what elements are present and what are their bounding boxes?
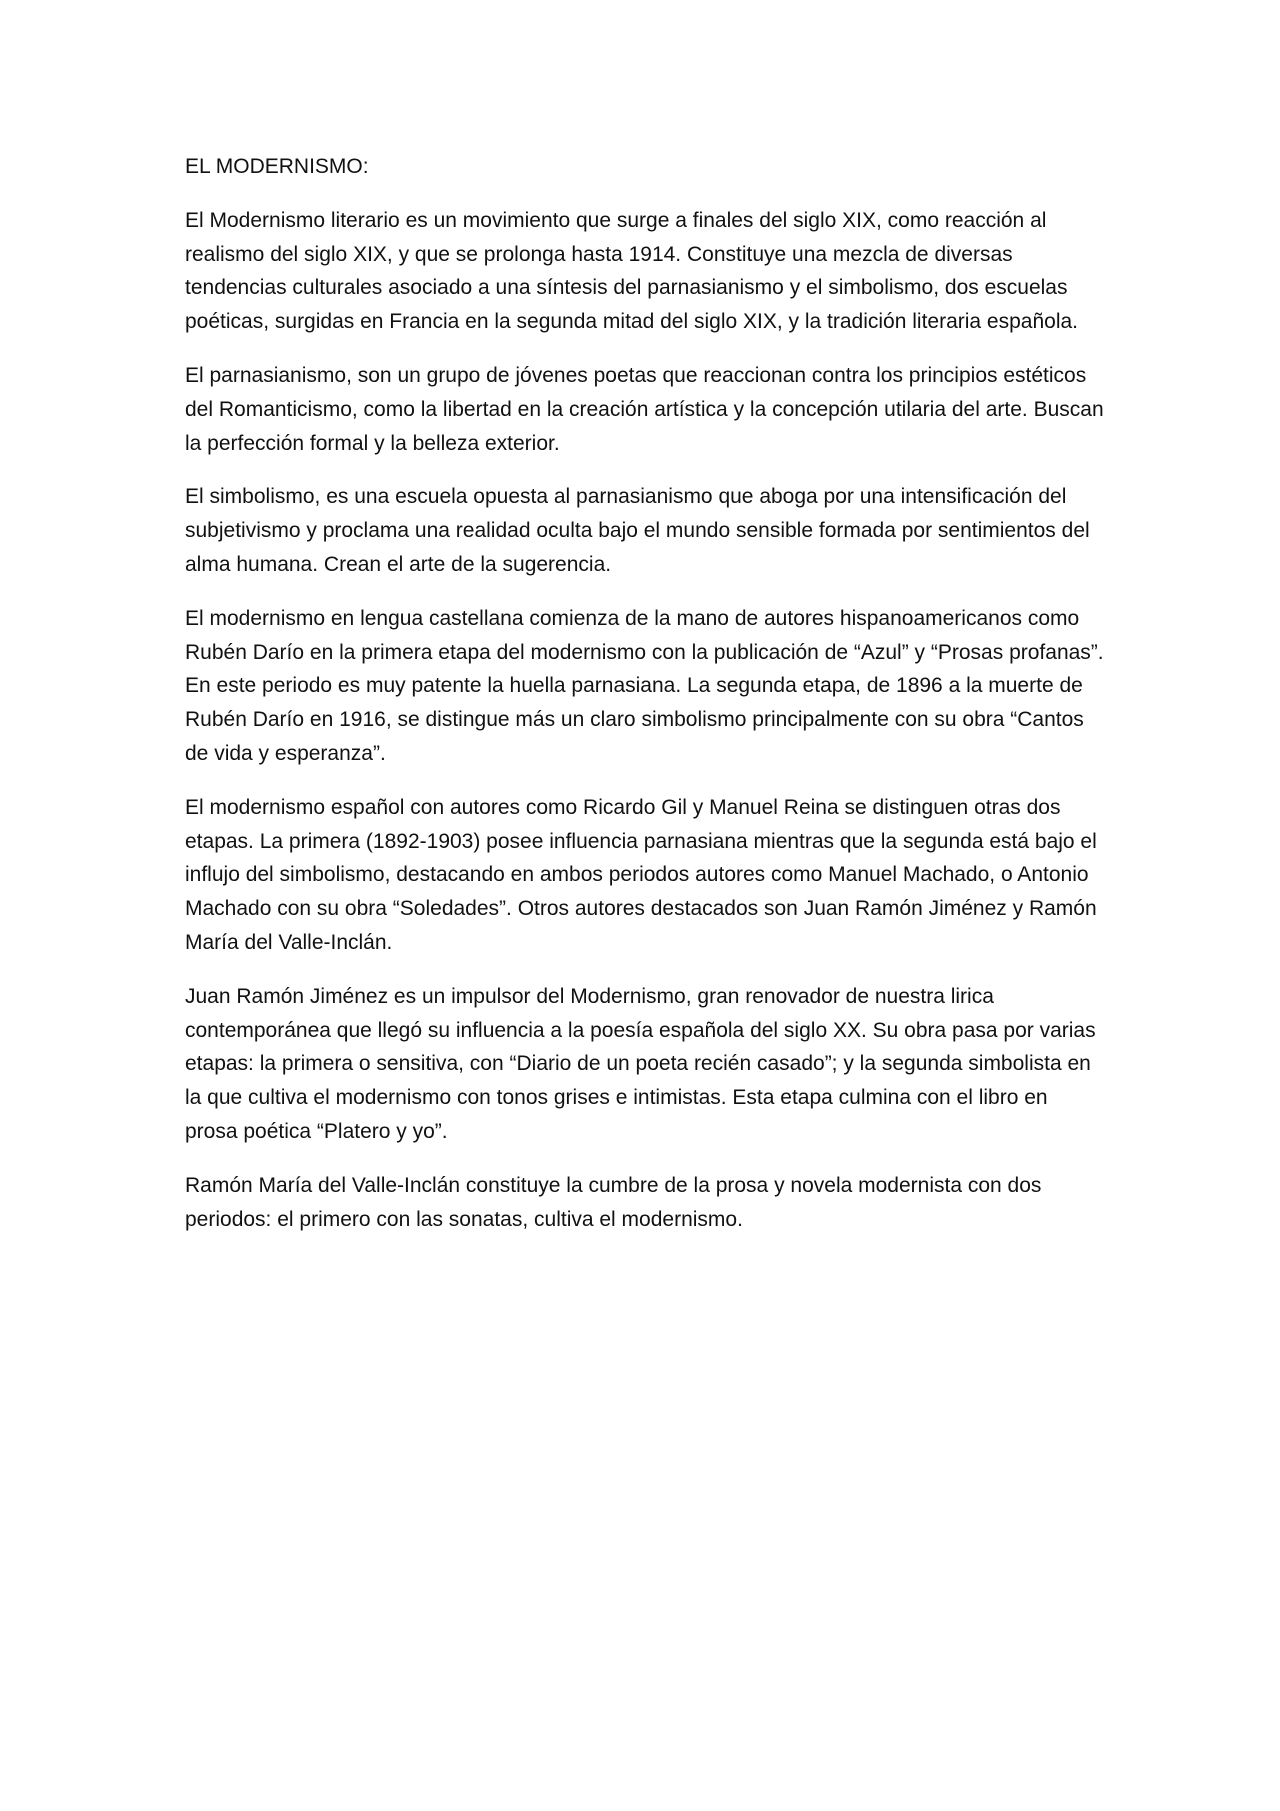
paragraph-ruben-dario: El modernismo en lengua castellana comienza de la mano de autores hispanoamericanos como Rubén Darío en la primera etapa del modernismo con la publicación de “Azul” y “Prosas profanas”. En este periodo es muy patente la huella parnasiana. La segunda etapa, de 1896 a la muerte de Rubén Darío en 1916, se distingue más un claro simbolismo principalmente con su obra “Cantos de vida y esperanza”. [185,606,1104,765]
paragraph-modernismo-espanol: El modernismo español con autores como Ricardo Gil y Manuel Reina se distinguen otras dos etapas. La primera (1892-1903) posee influencia parnasiana mientras que la segunda está bajo el influjo del simbolismo, destacando en ambos periodos autores como Manuel Machado, o Antonio Machado con su obra “Soledades”. Otros autores destacados son Juan Ramón Jiménez y Ramón María del Valle-Inclán. [185,795,1097,954]
paragraph-parnasianismo: El parnasianismo, son un grupo de jóvenes poetas que reaccionan contra los principios estéticos del Romanticismo, como la libertad en la creación artística y la concepción utilaria del arte. Buscan la perfección formal y la belleza exterior. [185,363,1104,455]
document-body [185,150,1105,1256]
paragraph-modernismo-intro: El Modernismo literario es un movimiento que surge a finales del siglo XIX, como reacción al realismo del siglo XIX, y que se prolonga hasta 1914. Constituye una mezcla de diversas tendencias culturales asociado a una síntesis del parnasianismo y el simbolismo, dos escuelas poéticas, surgidas en Francia en la segunda mitad del siglo XIX, y la tradición literaria española. [185,208,1079,334]
paragraph-simbolismo: El simbolismo, es una escuela opuesta al parnasianismo que aboga por una intensificación del subjetivismo y proclama una realidad oculta bajo el mundo sensible formada por sentimientos del alma humana. Crean el arte de la sugerencia. [185,485,1090,576]
paragraph-valle-inclan: Ramón María del Valle-Inclán constituye la cumbre de la prosa y novela modernista con dos periodos: el primero con las sonatas, cultiva el modernismo. [185,1173,1042,1231]
paragraph-juan-ramon-jimenez: Juan Ramón Jiménez es un impulsor del Modernismo, gran renovador de nuestra lirica contemporánea que llegó su influencia a la poesía española del siglo XX. Su obra pasa por varias etapas: la primera o sensitiva, con “Diario de un poeta recién casado”; y la segunda simbolista en la que cultiva el modernismo con tonos grises e intimistas. Esta etapa culmina con el libro en prosa poética “Platero y yo”. [185,984,1096,1143]
document-title: EL MODERNISMO: [185,155,369,178]
